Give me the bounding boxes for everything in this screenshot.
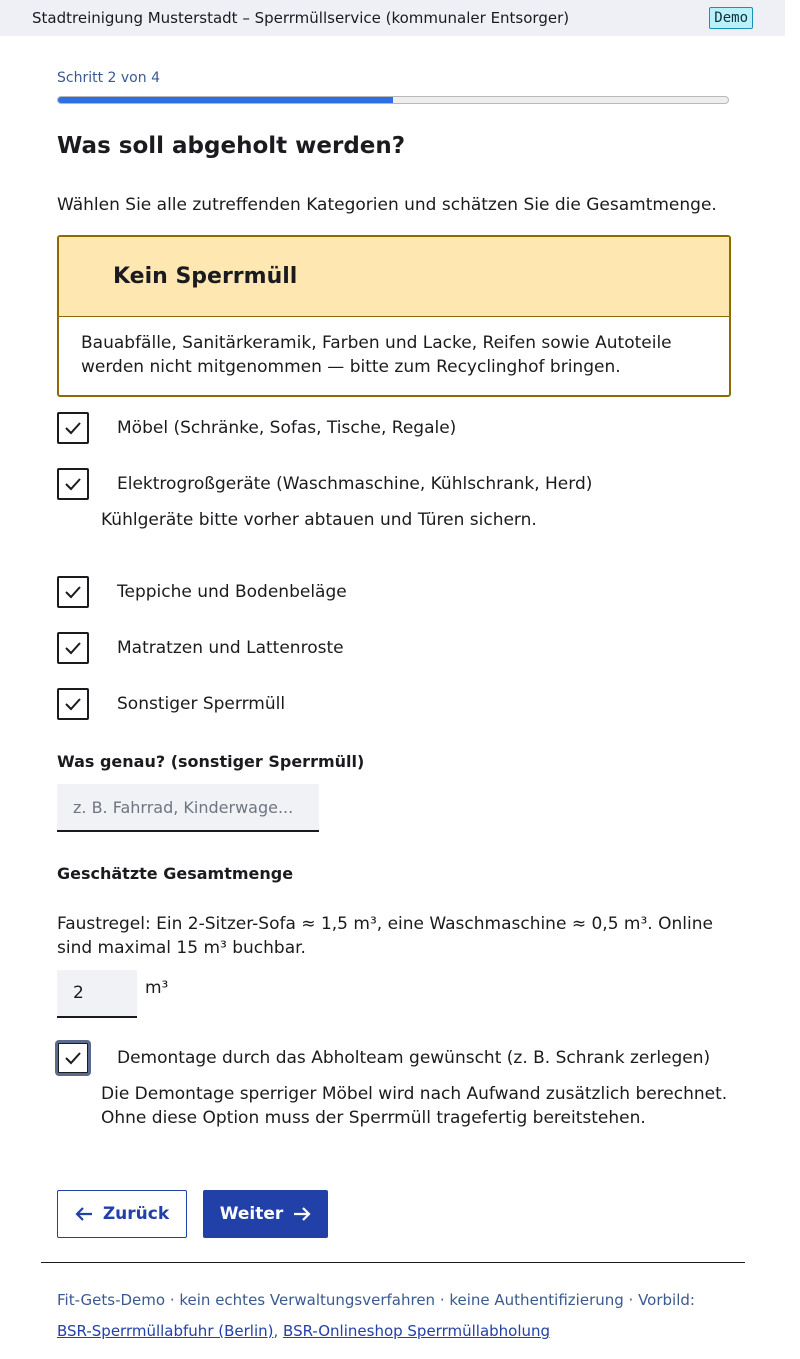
footer-link-bsr-onlineshop[interactable]: BSR-Onlineshop Sperrmüllabholung — [283, 1322, 551, 1340]
next-button[interactable] — [203, 1190, 328, 1238]
progress-bar-fill — [58, 97, 393, 103]
amount-label: Geschätzte Gesamtmenge — [57, 864, 294, 883]
category-matratzen[interactable] — [57, 632, 344, 664]
footer — [57, 1285, 747, 1347]
footer-text: Fit-Gets-Demo · kein echtes Verwaltungsverfahren · keine Authentifizierung · Vorbild: — [57, 1291, 695, 1309]
checkmark-icon — [64, 1051, 82, 1065]
dismantle-hint: Die Demontage sperriger Möbel wird nach Aufwand zusätzlich berechnet. Ohne diese Option muss der Sperrmüll tragefertig bereitstehen. — [101, 1084, 728, 1128]
site-title: Stadtreinigung Musterstadt – Sperrmüllservice (kommunaler Entsorger) — [32, 9, 570, 27]
back-button-label: Zurück — [102, 1204, 170, 1224]
checkmark-icon — [64, 477, 82, 491]
page-title: Was soll abgeholt werden? — [57, 133, 406, 159]
checkbox-dismantle[interactable] — [57, 1042, 89, 1074]
checkbox-label: Matratzen und Lattenroste — [117, 638, 344, 658]
checkbox-label: Teppiche und Bodenbeläge — [117, 582, 347, 602]
amount-unit: m³ — [145, 978, 169, 998]
checkbox-sonstiges[interactable] — [57, 688, 89, 720]
checkmark-icon — [64, 585, 82, 599]
category-elektro[interactable] — [57, 468, 592, 500]
back-button[interactable] — [57, 1190, 187, 1238]
category-sonstiges[interactable] — [57, 688, 285, 720]
elektro-hint: Kühlgeräte bitte vorher abtauen und Türen sichern. — [101, 510, 537, 530]
footer-link-bsr-sperrmuell[interactable]: BSR-Sperrmüllabfuhr (Berlin) — [57, 1322, 274, 1340]
checkmark-icon — [64, 697, 82, 711]
checkmark-icon — [64, 641, 82, 655]
other-field-label: Was genau? (sonstiger Sperrmüll) — [57, 752, 365, 771]
amount-input[interactable] — [57, 970, 137, 1018]
checkmark-icon — [64, 421, 82, 435]
notice-text: Bauabfälle, Sanitärkeramik, Farben und Lacke, Reifen sowie Autoteile werden nicht mitgenommen — bitte zum Recyclinghof bringen. — [81, 333, 672, 377]
notice-title: Kein Sperrmüll — [59, 237, 729, 317]
category-teppiche[interactable] — [57, 576, 347, 608]
top-bar — [0, 0, 785, 36]
other-items-input[interactable] — [57, 784, 319, 832]
category-moebel[interactable] — [57, 412, 456, 444]
checkbox-matratzen[interactable] — [57, 632, 89, 664]
checkbox-label: Sonstiger Sperrmüll — [117, 694, 286, 714]
next-button-label: Weiter — [219, 1204, 284, 1224]
not-bulky-waste-notice — [57, 235, 731, 397]
arrow-right-icon — [293, 1206, 311, 1222]
demo-badge: Demo — [709, 7, 753, 29]
intro-text: Wählen Sie alle zutreffenden Kategorien und schätzen Sie die Gesamtmenge. — [57, 195, 717, 215]
checkbox-elektro[interactable] — [57, 468, 89, 500]
arrow-left-icon — [75, 1206, 93, 1222]
footer-links — [57, 1316, 747, 1347]
footer-separator: , — [273, 1322, 279, 1340]
checkbox-label: Möbel (Schränke, Sofas, Tische, Regale) — [117, 418, 457, 438]
step-indicator: Schritt 2 von 4 — [57, 70, 160, 86]
dismantle-option[interactable] — [57, 1042, 710, 1074]
footer-divider — [41, 1262, 745, 1263]
checkbox-teppiche[interactable] — [57, 576, 89, 608]
checkbox-moebel[interactable] — [57, 412, 89, 444]
progress-bar — [57, 96, 729, 104]
amount-rule-text: Faustregel: Ein 2-Sitzer-Sofa ≈ 1,5 m³, eine Waschmaschine ≈ 0,5 m³. Online sind maximal 15 m³ buchbar. — [57, 914, 713, 958]
checkbox-label: Elektrogroßgeräte (Waschmaschine, Kühlschrank, Herd) — [117, 474, 593, 494]
checkbox-label: Demontage durch das Abholteam gewünscht (z. B. Schrank zerlegen) — [117, 1048, 711, 1068]
